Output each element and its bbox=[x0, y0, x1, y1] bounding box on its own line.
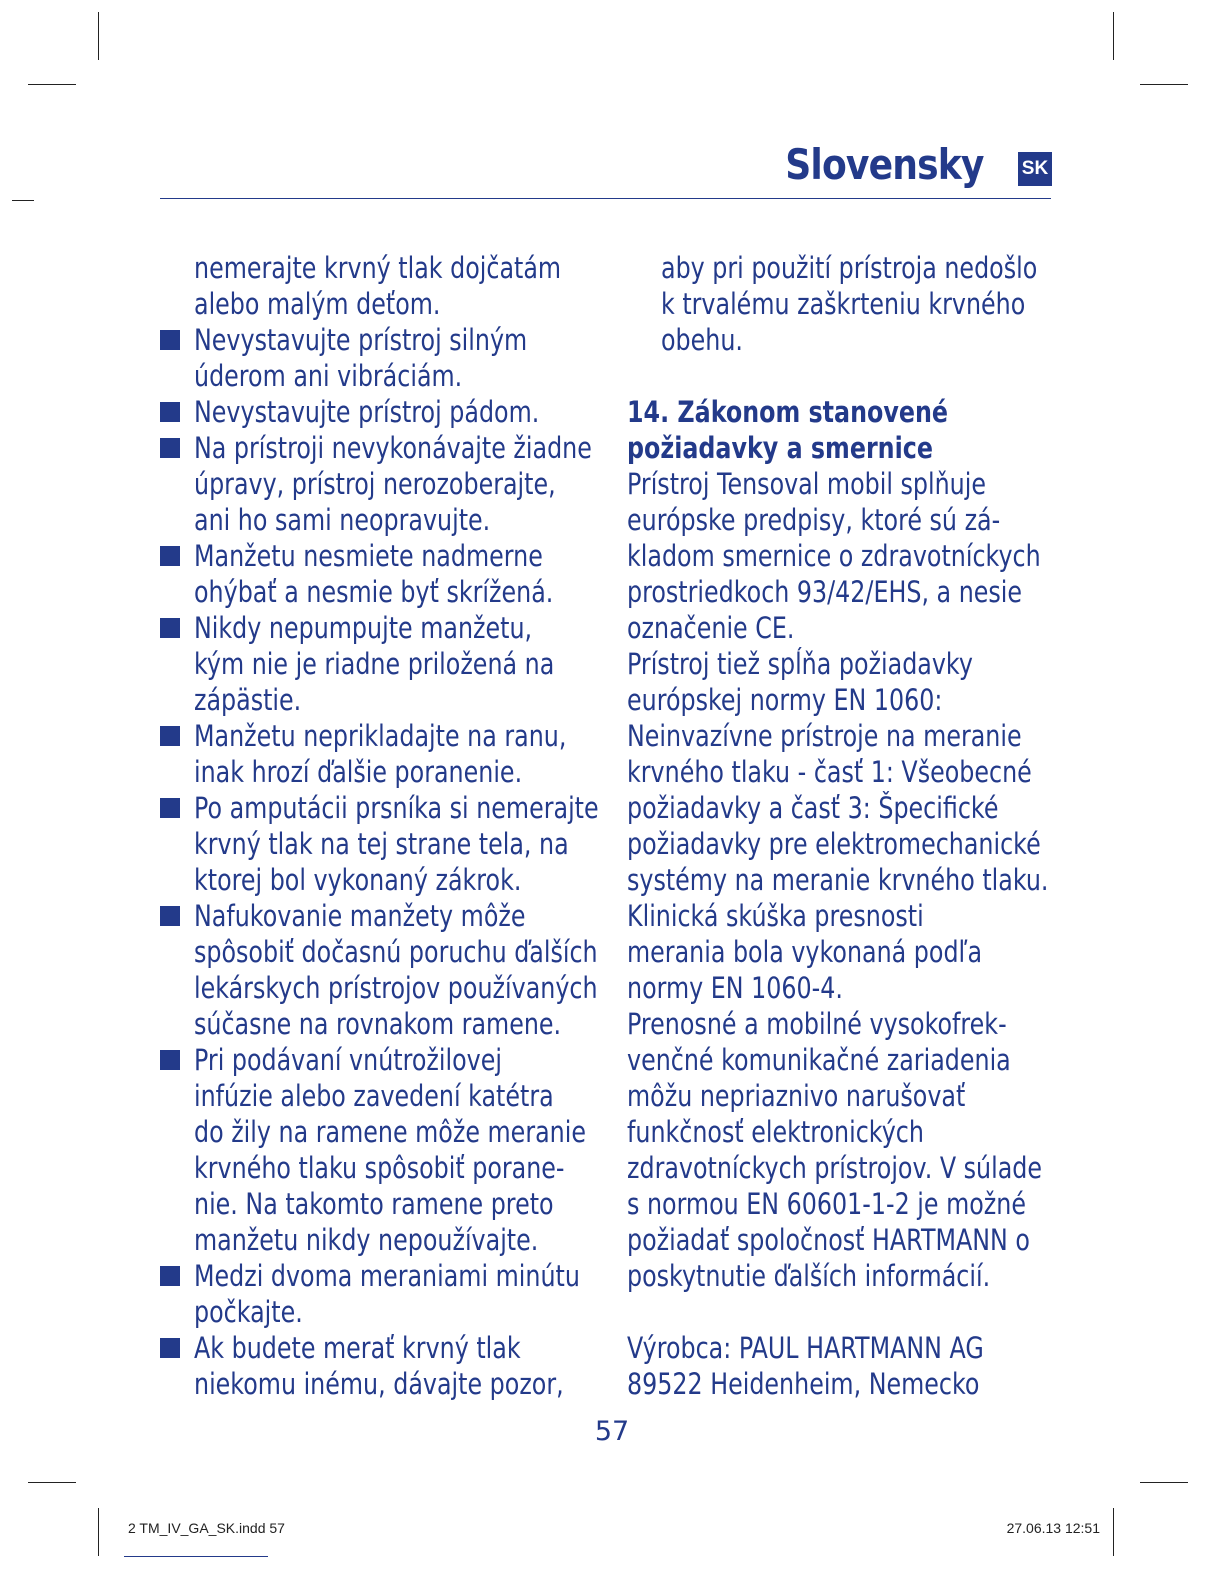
text-line: Na prístroji nevykonávajte žiadne bbox=[194, 431, 592, 465]
text-line: ohýbať a nesmie byť skrížená. bbox=[194, 575, 554, 609]
square-bullet-icon bbox=[160, 726, 180, 746]
crop-mark bbox=[98, 12, 99, 60]
list-item bbox=[194, 322, 614, 394]
text-line: Manžetu nesmiete nadmerne bbox=[194, 539, 543, 573]
text-line: systémy na meranie krvného tlaku. bbox=[627, 863, 1049, 897]
text-line: Nikdy nepumpujte manžetu, bbox=[194, 611, 533, 645]
text-line: nie. Na takomto ramene preto bbox=[194, 1187, 554, 1221]
text-line: spôsobiť dočasnú poruchu ďalších bbox=[194, 935, 598, 969]
text-line: počkajte. bbox=[194, 1295, 303, 1329]
square-bullet-icon bbox=[160, 1266, 180, 1286]
text-line: požiadavky a časť 3: Špecifické bbox=[627, 791, 999, 825]
square-bullet-icon bbox=[160, 798, 180, 818]
text-line: požiadať spoločnosť HARTMANN o bbox=[627, 1223, 1030, 1257]
section-body bbox=[627, 466, 1067, 1294]
section-heading bbox=[627, 394, 1067, 466]
text-line: aby pri použití prístroja nedošlo bbox=[661, 251, 1038, 285]
text-line: označenie CE. bbox=[627, 611, 795, 645]
list-item-continuation bbox=[194, 250, 614, 322]
text-line: úpravy, prístroj nerozoberajte, bbox=[194, 467, 556, 501]
crop-mark bbox=[1140, 84, 1188, 85]
text-line: krvný tlak na tej strane tela, na bbox=[194, 827, 569, 861]
text-line: krvného tlaku - časť 1: Všeobecné bbox=[627, 755, 1032, 789]
spacer bbox=[627, 358, 1067, 394]
text-line: Klinická skúška presnosti bbox=[627, 899, 924, 933]
text-line: môžu nepriaznivo narušovať bbox=[627, 1079, 966, 1113]
text-line: alebo malým deťom. bbox=[194, 287, 441, 321]
text-line: normy EN 1060-4. bbox=[627, 971, 843, 1005]
footer-filename: 2 TM_IV_GA_SK.indd 57 bbox=[128, 1520, 285, 1536]
square-bullet-icon bbox=[160, 402, 180, 422]
crop-mark bbox=[28, 84, 76, 85]
text-line: niekomu inému, dávajte pozor, bbox=[194, 1367, 564, 1401]
square-bullet-icon bbox=[160, 618, 180, 638]
list-item bbox=[194, 1258, 614, 1330]
heading-line: 14. Zákonom stanovené bbox=[627, 395, 949, 429]
crop-mark bbox=[1113, 12, 1114, 60]
text-line: Manžetu neprikladajte na ranu, bbox=[194, 719, 567, 753]
crop-mark bbox=[1140, 1482, 1188, 1483]
footer-rule bbox=[124, 1556, 268, 1557]
text-line: Po amputácii prsníka si nemerajte bbox=[194, 791, 599, 825]
crop-mark bbox=[98, 1508, 99, 1556]
manufacturer-address bbox=[627, 1330, 1067, 1402]
text-line: Nevystavujte prístroj pádom. bbox=[194, 395, 540, 429]
text-line: merania bola vykonaná podľa bbox=[627, 935, 983, 969]
text-line: krvného tlaku spôsobiť porane- bbox=[194, 1151, 565, 1185]
text-line: kým nie je riadne priložená na bbox=[194, 647, 555, 681]
text-line: Prístroj Tensoval mobil splňuje bbox=[627, 467, 986, 501]
text-line: Nevystavujte prístroj silným bbox=[194, 323, 528, 357]
text-line: 89522 Heidenheim, Nemecko bbox=[627, 1367, 980, 1401]
text-line: nemerajte krvný tlak dojčatám bbox=[194, 251, 562, 285]
text-line: venčné komunikačné zariadenia bbox=[627, 1043, 1011, 1077]
text-line: európske predpisy, ktoré sú zá- bbox=[627, 503, 1001, 537]
text-line: funkčnosť elektronických bbox=[627, 1115, 924, 1149]
text-line: ani ho sami neopravujte. bbox=[194, 503, 491, 537]
list-item bbox=[194, 718, 614, 790]
list-item bbox=[194, 790, 614, 898]
footer-timestamp: 27.06.13 12:51 bbox=[1006, 1520, 1100, 1536]
spacer bbox=[627, 1294, 1067, 1330]
square-bullet-icon bbox=[160, 1338, 180, 1358]
list-item bbox=[194, 430, 614, 538]
list-item bbox=[194, 394, 614, 430]
list-item bbox=[194, 610, 614, 718]
square-bullet-icon bbox=[160, 546, 180, 566]
text-line: kladom smernice o zdravotníckych bbox=[627, 539, 1041, 573]
square-bullet-icon bbox=[160, 330, 180, 350]
square-bullet-icon bbox=[160, 438, 180, 458]
text-line: Prenosné a mobilné vysokofrek- bbox=[627, 1007, 1007, 1041]
crop-mark bbox=[28, 1482, 76, 1483]
crop-mark bbox=[1113, 1508, 1114, 1556]
text-line: ktorej bol vykonaný zákrok. bbox=[194, 863, 522, 897]
list-item bbox=[194, 898, 614, 1042]
text-line: zdravotníckych prístrojov. V súlade bbox=[627, 1151, 1043, 1185]
list-item bbox=[194, 1042, 614, 1258]
list-item bbox=[194, 538, 614, 610]
text-line: Pri podávaní vnútrožilovej bbox=[194, 1043, 502, 1077]
text-line: Výrobca: PAUL HARTMANN AG bbox=[627, 1331, 984, 1365]
language-badge: SK bbox=[1018, 152, 1052, 186]
text-line: do žily na ramene môže meranie bbox=[194, 1115, 586, 1149]
text-line: poskytnutie ďalších informácií. bbox=[627, 1259, 991, 1293]
page-title: Slovensky bbox=[785, 140, 984, 189]
text-line: Medzi dvoma meraniami minútu bbox=[194, 1259, 580, 1293]
square-bullet-icon bbox=[160, 1050, 180, 1070]
text-line: inak hrozí ďalšie poranenie. bbox=[194, 755, 523, 789]
text-line: úderom ani vibráciám. bbox=[194, 359, 463, 393]
text-line: lekárskych prístrojov používaných bbox=[194, 971, 598, 1005]
text-line: Ak budete merať krvný tlak bbox=[194, 1331, 521, 1365]
header-divider bbox=[160, 198, 1051, 199]
text-line: súčasne na rovnakom ramene. bbox=[194, 1007, 562, 1041]
text-line: manžetu nikdy nepoužívajte. bbox=[194, 1223, 539, 1257]
text-line: požiadavky pre elektromechanické bbox=[627, 827, 1041, 861]
crop-mark bbox=[12, 200, 34, 201]
list-item bbox=[194, 1330, 614, 1402]
text-line: k trvalému zaškrteniu krvného bbox=[661, 287, 1026, 321]
right-column bbox=[627, 250, 1067, 1402]
page-number: 57 bbox=[594, 1416, 630, 1447]
left-column bbox=[194, 250, 614, 1402]
text-line: Prístroj tiež spĺňa požiadavky bbox=[627, 647, 973, 681]
text-line: Nafukovanie manžety môže bbox=[194, 899, 526, 933]
text-line: obehu. bbox=[661, 323, 743, 357]
square-bullet-icon bbox=[160, 906, 180, 926]
text-line: európskej normy EN 1060: bbox=[627, 683, 943, 717]
continuation-paragraph bbox=[627, 250, 1067, 358]
text-line: zápästie. bbox=[194, 683, 302, 717]
text-line: prostriedkoch 93/42/EHS, a nesie bbox=[627, 575, 1023, 609]
text-line: s normou EN 60601-1-2 je možné bbox=[627, 1187, 1026, 1221]
text-line: Neinvazívne prístroje na meranie bbox=[627, 719, 1022, 753]
text-line: infúzie alebo zavedení katétra bbox=[194, 1079, 554, 1113]
heading-line: požiadavky a smernice bbox=[627, 431, 933, 465]
